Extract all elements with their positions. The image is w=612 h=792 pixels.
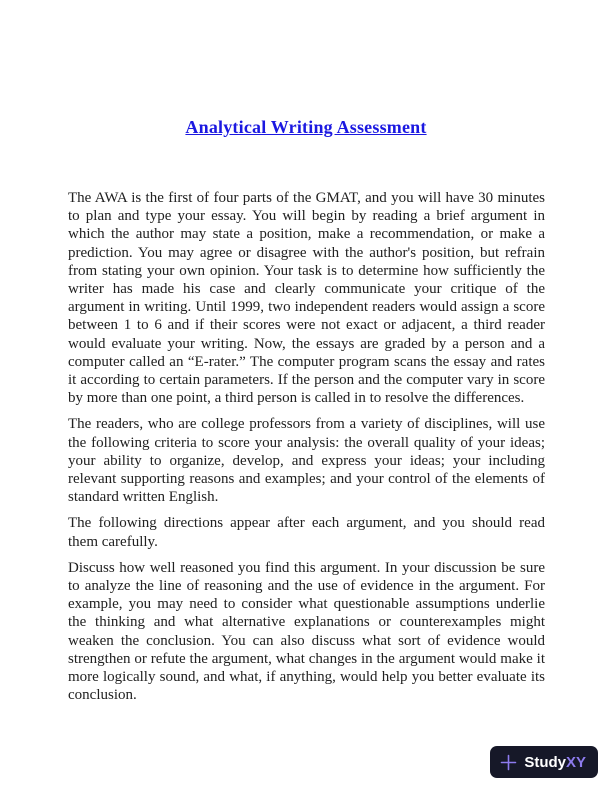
paragraph-directions-note: The following directions appear after each argument, and you should read them carefully. <box>68 515 545 550</box>
paragraph-awa-intro: The AWA is the first of four parts of the GMAT, and you will have 30 minutes to plan and type your essay. You will begin by reading a brief argument in which the author may state a position, make a recommendation, or make a prediction. You may agree or disagree with the author's position, but refrain from stating your own opinion. Your task is to determine how sufficiently the writer has made his case and clearly communicate your critique of the argument in writing. Until 1999, two independent readers would assign a score between 1 to 6 and if their scores were not exact or adjacent, a third reader would evaluate your writing. Now, the essays are graded by a person and a computer called an “E-rater.” The computer program scans the essay and rates it according to certain parameters. If the person and the computer vary in score by more than one point, a third person is called in to resolve the differences. <box>68 190 545 407</box>
paragraph-discussion-directions: Discuss how well reasoned you find this argument. In your discussion be sure to analyze the line of reasoning and the use of evidence in the argument. For example, you may need to consider what questionable assumptions underlie the thinking and what alternative explanations or counterexamples might weaken the conclusion. You can also discuss what sort of evidence would strengthen or refute the argument, what changes in the argument would make it more logically sound, and what, if anything, would help you better evaluate its conclusion. <box>68 559 545 704</box>
studyxy-wordmark <box>524 755 586 770</box>
document-body <box>68 189 545 712</box>
page-title: Analytical Writing Assessment <box>185 117 427 137</box>
paragraph-scoring-criteria: The readers, who are college professors from a variety of disciplines, will use the following criteria to score your analysis: the overall quality of your ideas; your ability to organize, develop, and express your ideas; your including relevant supporting reasons and examples; and your control of the elements of standard written English. <box>68 416 545 506</box>
wordmark-study: Study <box>524 753 566 771</box>
wordmark-xy: XY <box>565 753 586 771</box>
studyxy-logo-badge <box>490 746 598 778</box>
plus-icon <box>500 754 517 771</box>
